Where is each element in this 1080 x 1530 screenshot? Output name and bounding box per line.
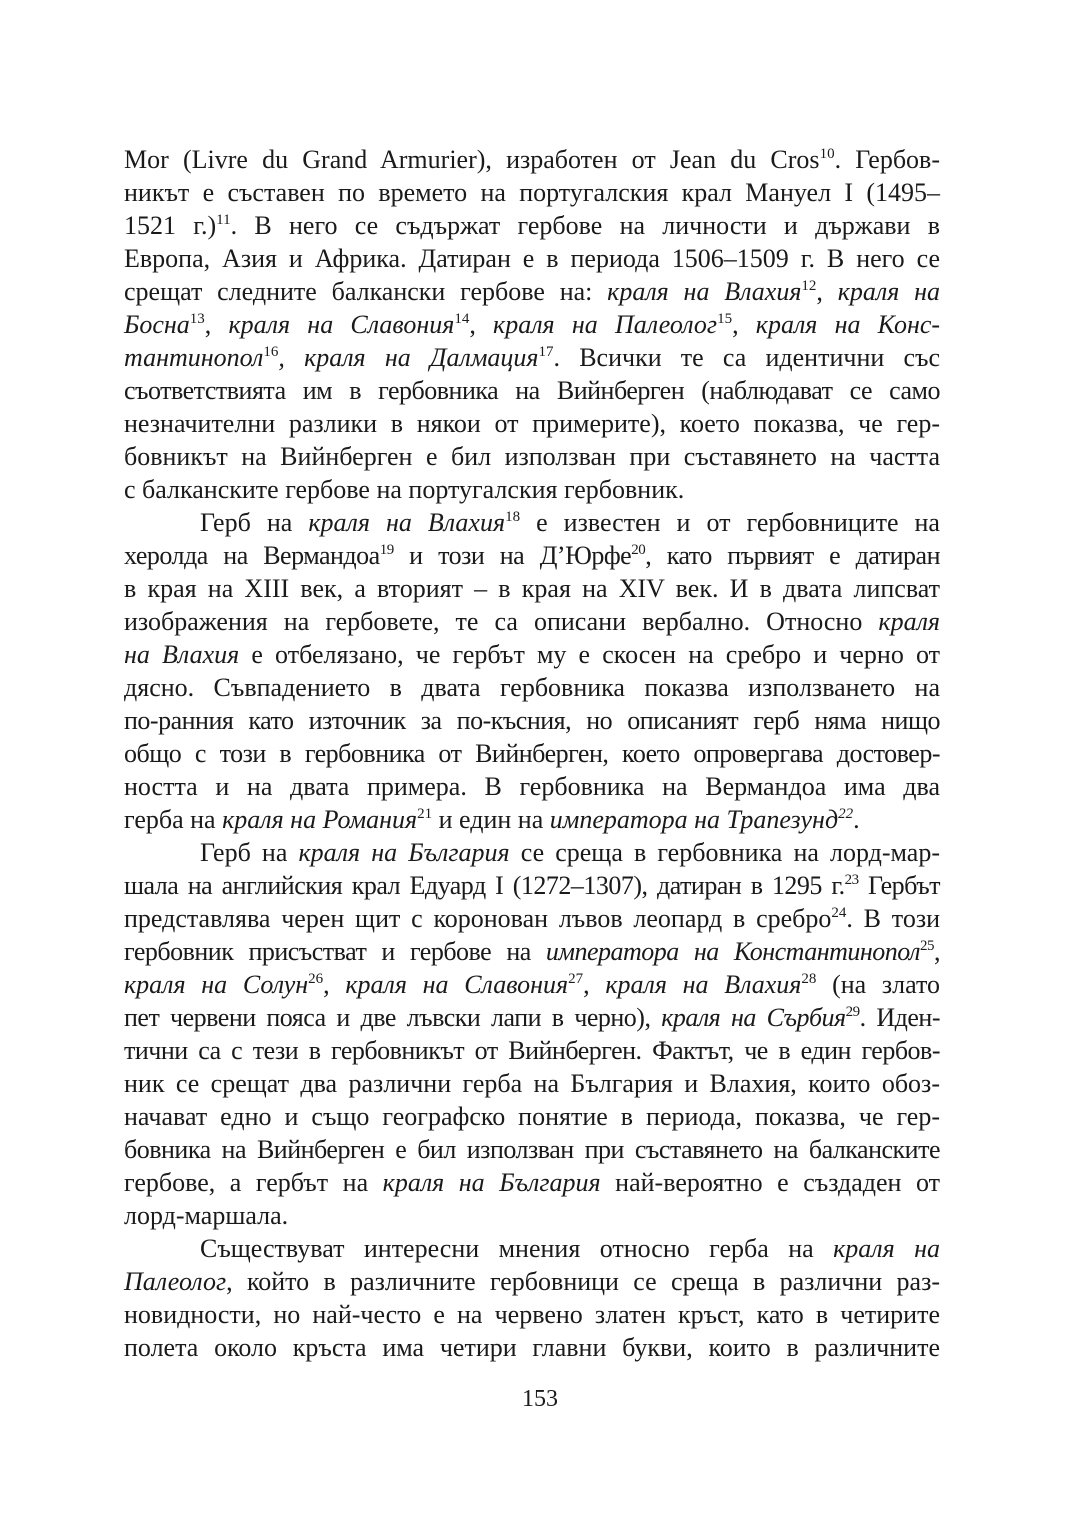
footnote-ref: 16	[263, 344, 279, 360]
text-line: в края на XIII век, а вторият – в края на XIV век. И в двата липсват	[124, 574, 940, 603]
text-line: по-ранния като източник за по-късния, но описаният герб няма нищо	[124, 706, 940, 735]
footnote-ref: 13	[189, 311, 205, 327]
text-line: Европа, Азия и Африка. Датиран е в периода 1506–1509 г. В него се	[124, 244, 940, 273]
text-line: начават едно и също географско понятие в периода, показва, че гер-	[124, 1102, 940, 1131]
paragraph-1	[124, 143, 940, 506]
footnote-ref: 14	[454, 311, 470, 327]
footnote-ref: 19	[379, 542, 394, 558]
footnote-ref: 23	[844, 872, 859, 888]
footnote-ref: 21	[417, 806, 433, 822]
footnote-ref: 25	[920, 938, 934, 954]
text-line: Босна$^{13}$, краля на Славония$^{14}$, краля на Палеолог$^{15}$, краля на Конс-	[124, 310, 941, 339]
body-text	[124, 143, 940, 1364]
text-line: ността и на двата примера. В гербовника на Вермандоа има два	[124, 772, 940, 801]
text-line: тични са с тези в гербовникът от Вийнберген. Фактът, че в един гербов-	[124, 1036, 940, 1065]
text-line: новидности, но най-често е на червено златен кръст, като в четирите	[124, 1300, 940, 1329]
text-line: Герб на краля на България се среща в гербовника на лорд-мар-	[200, 838, 940, 867]
text-line: 1521 г.)$^{11}$. В него се съдържат гербове на личности и държави в	[124, 211, 941, 240]
text-line: изображения на гербовете, те са описани вербално. Относно краля	[124, 607, 940, 636]
text-line: Палеолог, който в различните гербовници се среща в различни раз-	[124, 1267, 940, 1296]
footnote-ref: 17	[538, 344, 554, 360]
footnote-ref: 29	[845, 1004, 860, 1020]
text-line: херолда на Вермандоа$^{19}$ и този на Д’Юрфе$^{20}$, като първият е датиран	[124, 541, 941, 570]
text-line: ник се срещат два различни герба на България и Влахия, които обоз-	[124, 1069, 940, 1098]
text-line: тантинопол$^{16}$, краля на Далмация$^{17}$. Всички те са идентични със	[124, 343, 940, 372]
page-number: 153	[522, 1386, 558, 1412]
footnote-ref: 22	[838, 806, 854, 822]
text-line: дясно. Съвпадението в двата гербовника показва използването на	[124, 673, 940, 702]
footnote-ref: 10	[819, 146, 835, 162]
footnote-ref: 15	[717, 311, 733, 327]
text-line: на Влахия е отбелязано, че гербът му е скосен на сребро и черно от	[124, 640, 941, 669]
text-line: бовникът на Вийнберген е бил използван при съставянето на частта	[124, 442, 940, 471]
text-line: съответствията им в гербовника на Вийнберген (наблюдават се само	[124, 376, 940, 405]
footnote-ref: 27	[568, 971, 584, 987]
paragraph-4	[124, 1232, 940, 1364]
text-line: незначителни разлики в някои от примерите), което показва, че гер-	[124, 409, 940, 438]
text-line: Съществуват интересни мнения относно герба на краля на	[200, 1234, 941, 1263]
text-line: гербовник присъстват и гербове на императора на Константинопол$^{25}$,	[124, 937, 940, 966]
text-line: герба на краля на Романия$^{21}$ и един на императора на Трапезунд$^{22}$.	[124, 805, 860, 834]
footnote-ref: 24	[831, 905, 847, 921]
paragraph-2	[124, 506, 940, 836]
text-line: полета около кръста има четири главни букви, които в различните	[124, 1333, 940, 1362]
text-line: краля на Солун$^{26}$, краля на Славония$^{27}$, краля на Влахия$^{28}$ (на злато	[124, 970, 940, 999]
footnote-ref: 20	[631, 542, 646, 558]
text-line: общо с този в гербовника от Вийнберген, което опровергава достовер-	[124, 739, 940, 768]
footnote-ref: 18	[505, 509, 521, 525]
footnote-ref: 28	[801, 971, 817, 987]
text-line: представлява черен щит с коронован лъвов леопард в сребро$^{24}$. В този	[124, 904, 941, 933]
text-line: пет червени пояса и две лъвски лапи в черно), краля на Сърбия$^{29}$. Иден-	[124, 1003, 940, 1032]
text-line: лорд-маршала.	[124, 1201, 289, 1230]
footnote-ref: 26	[308, 971, 324, 987]
text-line: шала на английския крал Едуард I (1272–1307), датиран в 1295 г.$^{23}$ Гербът	[124, 871, 941, 900]
text-line: Mor (Livre du Grand Armurier), изработен от Jean du Cros$^{10}$. Гербов-	[124, 145, 940, 174]
footnote-ref: 11	[216, 212, 231, 228]
paragraph-3	[124, 836, 940, 1232]
text-line: срещат следните балкански гербове на: краля на Влахия$^{12}$, краля на	[124, 277, 940, 306]
text-line: с балканските гербове на португалския гербовник.	[124, 475, 685, 504]
text-line: бовника на Вийнберген е бил използван при съставянето на балканските	[124, 1135, 940, 1164]
text-line: гербове, а гербът на краля на България най-вероятно е създаден от	[124, 1168, 941, 1197]
text-line: Герб на краля на Влахия$^{18}$ е известен и от гербовниците на	[200, 508, 940, 537]
text-line: никът е съставен по времето на португалския крал Мануел I (1495–	[124, 178, 940, 207]
footnote-ref: 12	[801, 278, 817, 294]
